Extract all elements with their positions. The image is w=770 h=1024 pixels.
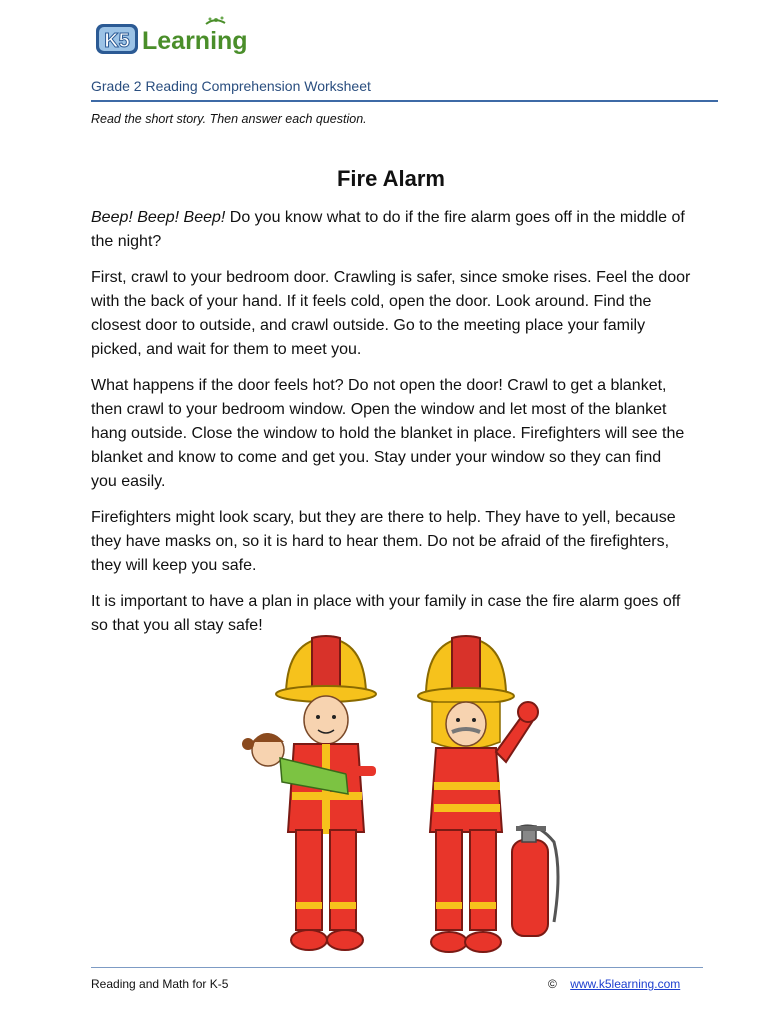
- k5learning-link[interactable]: www.k5learning.com: [570, 977, 681, 991]
- story-paragraph-5: It is important to have a plan in place with your family in case the fire alarm goes off so that you all stay safe!: [91, 593, 681, 634]
- footer-tagline: Reading and Math for K-5: [91, 977, 229, 991]
- k5-learning-logo: [94, 14, 264, 60]
- story-title: Fire Alarm: [336, 166, 445, 191]
- story-emphasis: Beep! Beep! Beep!: [91, 209, 226, 226]
- worksheet-subtitle: Grade 2 Reading Comprehension Worksheet: [91, 78, 371, 94]
- footer-copyright: [548, 977, 680, 991]
- logo-wordmark: Learning: [142, 27, 248, 55]
- story-paragraph-2: First, crawl to your bedroom door. Crawling is safer, since smoke rises. Feel the door with the back of your hand. If it feels cold, open the door. Look around. Find the closest door to outside, and crawl outside. Go to the meeting place your family picked, and wait for them to meet you.: [91, 269, 691, 358]
- story-body: [91, 206, 691, 650]
- story-paragraph-1-text: Do you know what to do if the fire alarm goes off in the middle of the night?: [91, 209, 685, 250]
- fire-extinguisher-image: [512, 826, 558, 936]
- story-paragraph-1: [91, 206, 691, 254]
- footer-divider: [91, 967, 703, 968]
- header-divider: [91, 100, 718, 102]
- copyright-symbol: ©: [548, 977, 557, 991]
- firefighters-illustration: [236, 632, 576, 962]
- story-paragraph-4: Firefighters might look scary, but they are there to help. They have to yell, because they have masks on, so it is hard to hear them. Do not be afraid of the firefighters, they will keep you safe.: [91, 509, 676, 574]
- story-paragraph-3: What happens if the door feels hot? Do not open the door! Crawl to get a blanket, then crawl to your bedroom window. Open the window and let most of the blanket hang outside. Close the window to hold the blanket in place. Firefighters will see the blanket and know to come and get you. Stay under your window so they can find you easily.: [91, 377, 685, 490]
- instructions: Read the short story. Then answer each question.: [91, 112, 367, 126]
- logo-sparkle-icon: [206, 17, 225, 25]
- firefighter-left-image: [276, 636, 376, 950]
- logo-badge-text: K5: [104, 30, 130, 52]
